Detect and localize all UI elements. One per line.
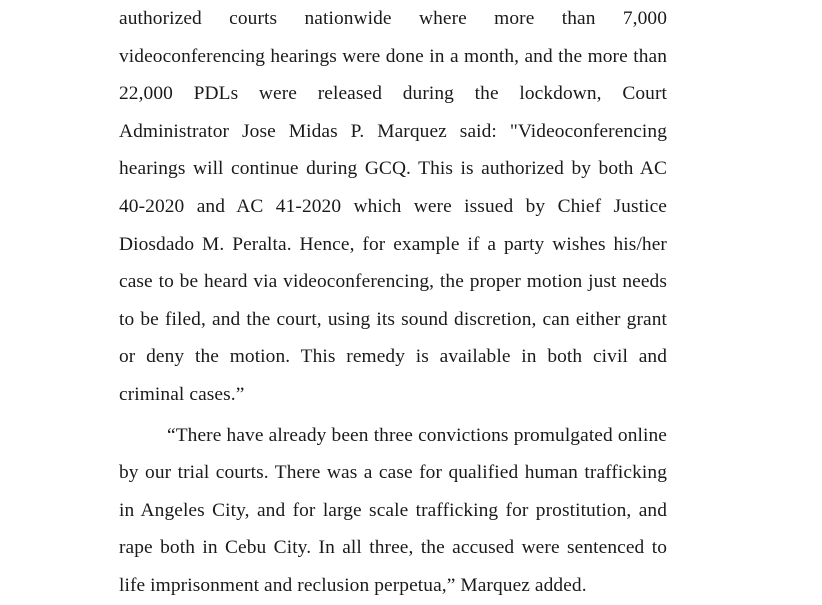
- paragraph-continued: authorized courts nationwide where more than 7,000 videoconferencing hearings were done in a month, and the more than 22,000 PDLs were released during the lockdown, Court Administrator Jose Midas P. Marquez said: "Videoconferencing hearings will continue during GCQ. This is authorized by both AC 40-2020 and AC 41-2020 which were issued by Chief Justice Diosdado M. Peralta. Hence, for example if a party wishes his/her case to be heard via videoconferencing, the proper motion just needs to be filed, and the court, using its sound discretion, can either grant or deny the motion. This remedy is available in both civil and criminal cases.”: [119, 8, 667, 405]
- text-column: [119, 0, 667, 605]
- paragraph-convictions: “There have already been three convictions promulgated online by our trial courts. There was a case for qualified human trafficking in Angeles City, and for large scale trafficking for prostitution, and rape both in Cebu City. In all three, the accused were sentenced to life imprisonment and reclusion perpetua,” Marquez added.: [119, 424, 667, 596]
